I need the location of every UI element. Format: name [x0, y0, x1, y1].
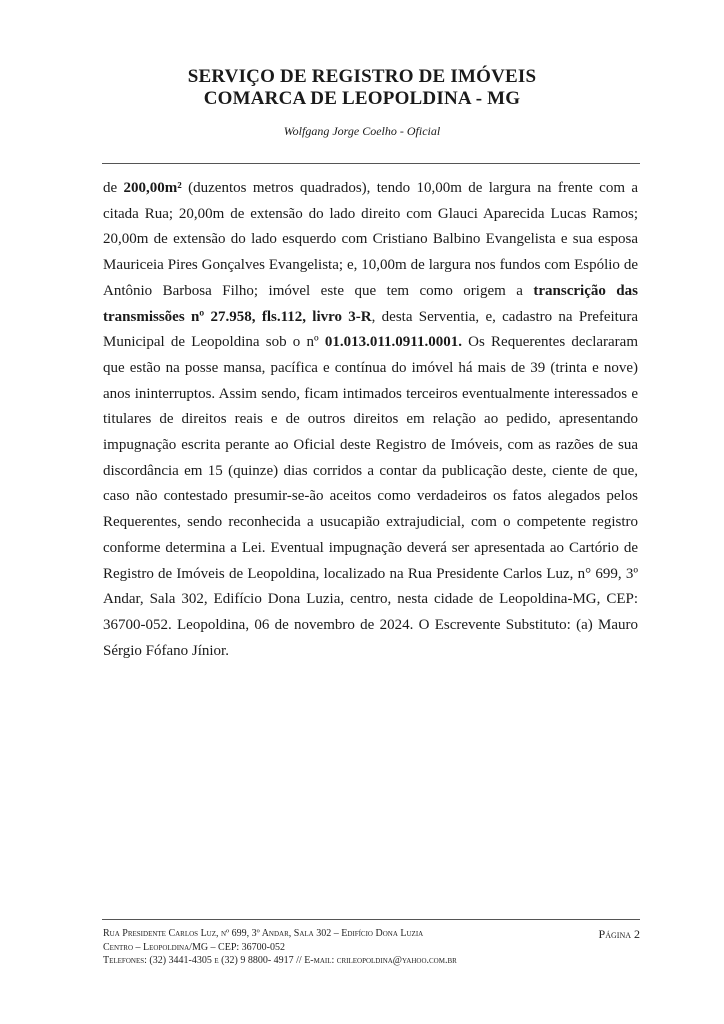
transcription-reference: transcrição das transmissões nº 27.958, fls.112, livro 3-R	[103, 282, 638, 325]
body-text-4: Os Requerentes declararam que estão na posse mansa, pacífica e contínua do imóvel há mais de 39 (trinta e nove) anos ininterruptos. Assim sendo, ficam intimados terceiros eventualmente interessados e titulares de direitos reais e de outros direitos em relação ao pedido, apresentando impugnação escrita perante ao Oficial deste Registro de Imóveis, com as razões de sua discordância em 15 (quinze) dias corridos a contar da publicação deste, ciente de que, caso não contestado presumir-se-ão aceitos como verdadeiros os fatos alegados pelos Requerentes, sendo reconhecida a usucapião extrajudicial, com o competente registro conforme determina a Lei. Eventual impugnação deverá ser apresentada ao Cartório de Registro de Imóveis de Leopoldina, localizado na Rua Presidente Carlos Luz, n° 699, 3º Andar, Sala 302, Edifício Dona Luzia, centro, nesta cidade de Leopoldina-MG, CEP: 36700-052. Leopoldina, 06 de novembro de 2024. O Escrevente Substituto: (a) Mauro Sérgio Fófano Jínior.	[103, 334, 638, 659]
body-text-2: (duzentos metros quadrados), tendo 10,00m de largura na frente com a citada Rua; 20,00m de extensão do lado direito com Glauci Aparecida Lucas Ramos; 20,00m de extensão do lado esquerdo com Cristiano Balbino Evangelista e sua esposa Mauriceia Pires Gonçalves Evangelista; e, 10,00m de largura nos fundos com Espólio de Antônio Barbosa Filho; imóvel este que tem como origem a	[103, 180, 638, 299]
footer-line-city: Centro – Leopoldina/MG – CEP: 36700-052	[103, 941, 286, 953]
officer-name: Wolfgang Jorge Coelho - Oficial	[283, 124, 441, 138]
page-number: Página 2	[598, 927, 640, 941]
footer-line-contact: Telefones: (32) 3441-4305 e (32) 9 8800- 4917 // E-mail: crileopoldina@yahoo.com.br	[103, 955, 457, 966]
cadastro-number: 01.013.011.0911.0001.	[324, 334, 462, 351]
area-value: 200,00m²	[123, 180, 182, 196]
footer-address	[103, 927, 457, 968]
body-text-3: , desta Serventia, e, cadastro na Prefeitura Municipal de Leopoldina sob o nº	[103, 308, 638, 351]
body-text-1: de	[103, 180, 124, 196]
footer-line-address: Rua Presidente Carlos Luz, nº 699, 3º Andar, Sala 302 – Edifício Dona Luzia	[103, 928, 424, 939]
header-subtitle: COMARCA DE LEOPOLDINA - MG	[203, 88, 521, 109]
footer-divider	[102, 919, 640, 920]
document-body	[103, 176, 638, 664]
header-divider	[102, 163, 640, 164]
header-title: SERVIÇO DE REGISTRO DE IMÓVEIS	[187, 66, 537, 87]
